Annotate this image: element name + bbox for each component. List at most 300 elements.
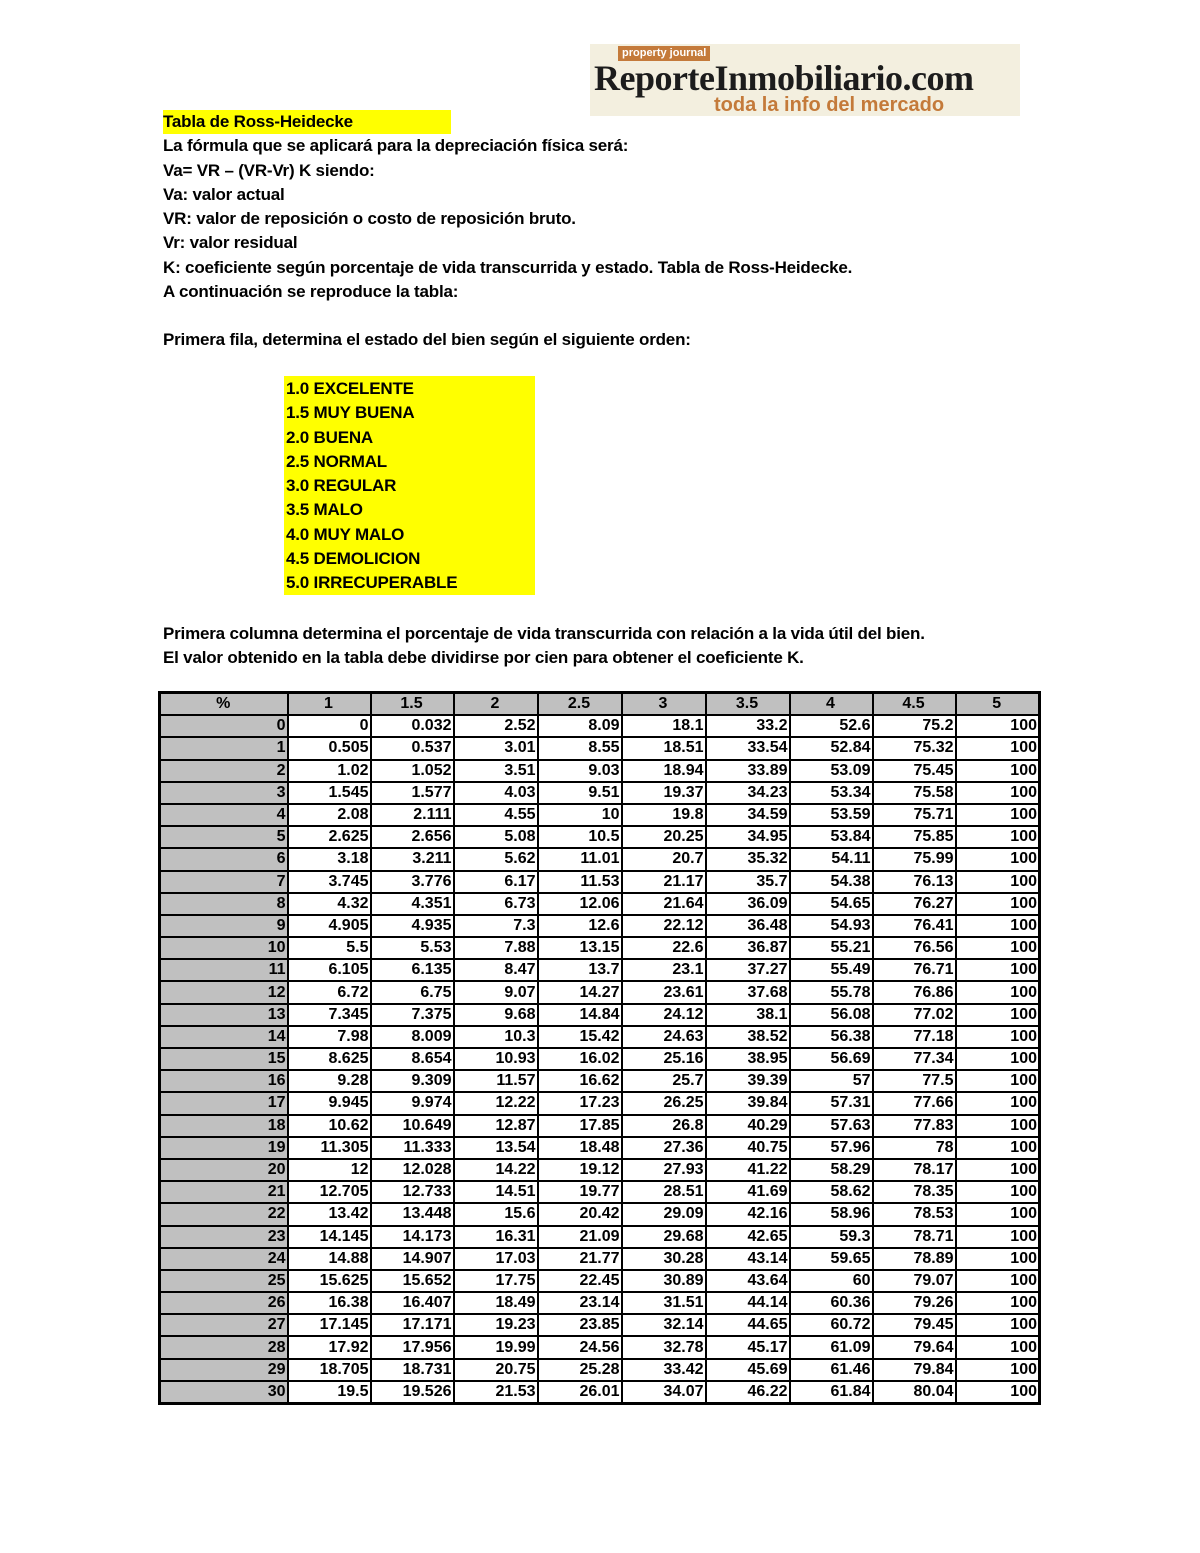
value-cell: 100 bbox=[956, 1070, 1040, 1092]
value-cell: 75.85 bbox=[873, 826, 956, 848]
value-cell: 79.26 bbox=[873, 1292, 956, 1314]
value-cell: 19.5 bbox=[288, 1381, 371, 1404]
value-cell: 18.1 bbox=[622, 715, 706, 737]
value-cell: 56.69 bbox=[790, 1048, 873, 1070]
value-cell: 57 bbox=[790, 1070, 873, 1092]
value-cell: 76.71 bbox=[873, 959, 956, 981]
value-cell: 100 bbox=[956, 1336, 1040, 1358]
value-cell: 100 bbox=[956, 848, 1040, 870]
value-cell: 33.2 bbox=[706, 715, 790, 737]
value-cell: 5.53 bbox=[371, 937, 454, 959]
value-cell: 59.3 bbox=[790, 1226, 873, 1248]
legend-item: 5.0 IRRECUPERABLE bbox=[286, 573, 458, 593]
logo-name: ReporteInmobiliario.com bbox=[594, 58, 974, 98]
value-cell: 13.448 bbox=[371, 1203, 454, 1225]
value-cell: 18.48 bbox=[538, 1137, 622, 1159]
value-cell: 15.6 bbox=[454, 1203, 538, 1225]
value-cell: 100 bbox=[956, 1004, 1040, 1026]
value-cell: 79.07 bbox=[873, 1270, 956, 1292]
intro-line: VR: valor de reposición o costo de reposición bruto. bbox=[163, 209, 576, 229]
value-cell: 21.09 bbox=[538, 1226, 622, 1248]
value-cell: 3.18 bbox=[288, 848, 371, 870]
value-cell: 16.31 bbox=[454, 1226, 538, 1248]
value-cell: 53.84 bbox=[790, 826, 873, 848]
table-row bbox=[160, 959, 1040, 981]
percent-cell: 24 bbox=[160, 1248, 288, 1270]
table-row bbox=[160, 1026, 1040, 1048]
value-cell: 33.89 bbox=[706, 760, 790, 782]
value-cell: 9.51 bbox=[538, 782, 622, 804]
percent-cell: 27 bbox=[160, 1314, 288, 1336]
value-cell: 39.84 bbox=[706, 1092, 790, 1114]
value-cell: 58.29 bbox=[790, 1159, 873, 1181]
value-cell: 28.51 bbox=[622, 1181, 706, 1203]
table-row bbox=[160, 715, 1040, 737]
value-cell: 13.54 bbox=[454, 1137, 538, 1159]
value-cell: 100 bbox=[956, 804, 1040, 826]
table-row bbox=[160, 1314, 1040, 1336]
value-cell: 7.88 bbox=[454, 937, 538, 959]
table-row bbox=[160, 1137, 1040, 1159]
value-cell: 9.07 bbox=[454, 981, 538, 1003]
percent-cell: 26 bbox=[160, 1292, 288, 1314]
value-cell: 9.03 bbox=[538, 760, 622, 782]
value-cell: 18.94 bbox=[622, 760, 706, 782]
value-cell: 20.7 bbox=[622, 848, 706, 870]
value-cell: 57.96 bbox=[790, 1137, 873, 1159]
value-cell: 5.62 bbox=[454, 848, 538, 870]
value-cell: 8.55 bbox=[538, 737, 622, 759]
table-row bbox=[160, 893, 1040, 915]
value-cell: 13.42 bbox=[288, 1203, 371, 1225]
value-cell: 43.14 bbox=[706, 1248, 790, 1270]
value-cell: 3.745 bbox=[288, 871, 371, 893]
value-cell: 9.68 bbox=[454, 1004, 538, 1026]
table-body bbox=[160, 715, 1040, 1403]
value-cell: 6.17 bbox=[454, 871, 538, 893]
value-cell: 7.98 bbox=[288, 1026, 371, 1048]
value-cell: 1.577 bbox=[371, 782, 454, 804]
percent-cell: 3 bbox=[160, 782, 288, 804]
value-cell: 75.99 bbox=[873, 848, 956, 870]
value-cell: 16.407 bbox=[371, 1292, 454, 1314]
value-cell: 54.38 bbox=[790, 871, 873, 893]
value-cell: 1.02 bbox=[288, 760, 371, 782]
value-cell: 78.89 bbox=[873, 1248, 956, 1270]
value-cell: 4.03 bbox=[454, 782, 538, 804]
value-cell: 2.111 bbox=[371, 804, 454, 826]
value-cell: 14.22 bbox=[454, 1159, 538, 1181]
intro-line: A continuación se reproduce la tabla: bbox=[163, 282, 459, 302]
value-cell: 100 bbox=[956, 959, 1040, 981]
value-cell: 14.145 bbox=[288, 1226, 371, 1248]
value-cell: 56.38 bbox=[790, 1026, 873, 1048]
value-cell: 25.16 bbox=[622, 1048, 706, 1070]
value-cell: 80.04 bbox=[873, 1381, 956, 1404]
value-cell: 8.625 bbox=[288, 1048, 371, 1070]
value-cell: 100 bbox=[956, 1359, 1040, 1381]
value-cell: 100 bbox=[956, 1203, 1040, 1225]
table-row bbox=[160, 1070, 1040, 1092]
note-line: El valor obtenido en la tabla debe dividirse por cien para obtener el coeficiente K. bbox=[163, 648, 804, 668]
value-cell: 10.3 bbox=[454, 1026, 538, 1048]
percent-cell: 16 bbox=[160, 1070, 288, 1092]
value-cell: 18.731 bbox=[371, 1359, 454, 1381]
value-cell: 25.7 bbox=[622, 1070, 706, 1092]
value-cell: 13.7 bbox=[538, 959, 622, 981]
value-cell: 14.907 bbox=[371, 1248, 454, 1270]
percent-cell: 13 bbox=[160, 1004, 288, 1026]
table-row bbox=[160, 1248, 1040, 1270]
value-cell: 100 bbox=[956, 1292, 1040, 1314]
value-cell: 75.32 bbox=[873, 737, 956, 759]
value-cell: 100 bbox=[956, 1048, 1040, 1070]
value-cell: 0.505 bbox=[288, 737, 371, 759]
value-cell: 45.17 bbox=[706, 1336, 790, 1358]
value-cell: 46.22 bbox=[706, 1381, 790, 1404]
legend-item: 1.0 EXCELENTE bbox=[286, 379, 414, 398]
value-cell: 19.8 bbox=[622, 804, 706, 826]
column-header: 1.5 bbox=[371, 693, 454, 716]
column-header: 5 bbox=[956, 693, 1040, 716]
intro-line: Va= VR – (VR-Vr) K siendo: bbox=[163, 160, 375, 180]
table-row bbox=[160, 1203, 1040, 1225]
value-cell: 23.85 bbox=[538, 1314, 622, 1336]
value-cell: 9.28 bbox=[288, 1070, 371, 1092]
value-cell: 53.59 bbox=[790, 804, 873, 826]
value-cell: 22.45 bbox=[538, 1270, 622, 1292]
value-cell: 1.545 bbox=[288, 782, 371, 804]
column-header: 4 bbox=[790, 693, 873, 716]
value-cell: 21.17 bbox=[622, 871, 706, 893]
value-cell: 75.2 bbox=[873, 715, 956, 737]
table-row bbox=[160, 981, 1040, 1003]
percent-cell: 12 bbox=[160, 981, 288, 1003]
value-cell: 19.526 bbox=[371, 1381, 454, 1404]
value-cell: 17.85 bbox=[538, 1115, 622, 1137]
value-cell: 10.649 bbox=[371, 1115, 454, 1137]
value-cell: 54.11 bbox=[790, 848, 873, 870]
percent-cell: 19 bbox=[160, 1137, 288, 1159]
value-cell: 4.351 bbox=[371, 893, 454, 915]
value-cell: 17.92 bbox=[288, 1336, 371, 1358]
value-cell: 2.08 bbox=[288, 804, 371, 826]
value-cell: 2.52 bbox=[454, 715, 538, 737]
table-row bbox=[160, 1270, 1040, 1292]
value-cell: 20.75 bbox=[454, 1359, 538, 1381]
value-cell: 24.63 bbox=[622, 1026, 706, 1048]
table-row bbox=[160, 937, 1040, 959]
value-cell: 5.08 bbox=[454, 826, 538, 848]
value-cell: 36.09 bbox=[706, 893, 790, 915]
value-cell: 75.58 bbox=[873, 782, 956, 804]
value-cell: 78.53 bbox=[873, 1203, 956, 1225]
percent-cell: 25 bbox=[160, 1270, 288, 1292]
value-cell: 6.135 bbox=[371, 959, 454, 981]
value-cell: 61.46 bbox=[790, 1359, 873, 1381]
value-cell: 6.73 bbox=[454, 893, 538, 915]
notes-section bbox=[163, 622, 1063, 671]
value-cell: 24.56 bbox=[538, 1336, 622, 1358]
value-cell: 32.14 bbox=[622, 1314, 706, 1336]
percent-cell: 6 bbox=[160, 848, 288, 870]
value-cell: 30.28 bbox=[622, 1248, 706, 1270]
value-cell: 4.55 bbox=[454, 804, 538, 826]
value-cell: 8.47 bbox=[454, 959, 538, 981]
legend-item: 1.5 MUY BUENA bbox=[286, 403, 415, 423]
value-cell: 17.23 bbox=[538, 1092, 622, 1114]
table-row bbox=[160, 871, 1040, 893]
value-cell: 54.65 bbox=[790, 893, 873, 915]
value-cell: 55.21 bbox=[790, 937, 873, 959]
value-cell: 100 bbox=[956, 871, 1040, 893]
table-row bbox=[160, 1336, 1040, 1358]
value-cell: 14.51 bbox=[454, 1181, 538, 1203]
value-cell: 12.22 bbox=[454, 1092, 538, 1114]
intro-section bbox=[163, 110, 1063, 353]
percent-cell: 4 bbox=[160, 804, 288, 826]
table-row bbox=[160, 1359, 1040, 1381]
value-cell: 6.105 bbox=[288, 959, 371, 981]
value-cell: 52.6 bbox=[790, 715, 873, 737]
value-cell: 32.78 bbox=[622, 1336, 706, 1358]
percent-cell: 17 bbox=[160, 1092, 288, 1114]
table-row bbox=[160, 1226, 1040, 1248]
percent-cell: 1 bbox=[160, 737, 288, 759]
value-cell: 44.65 bbox=[706, 1314, 790, 1336]
value-cell: 55.78 bbox=[790, 981, 873, 1003]
value-cell: 22.12 bbox=[622, 915, 706, 937]
percent-cell: 15 bbox=[160, 1048, 288, 1070]
value-cell: 42.16 bbox=[706, 1203, 790, 1225]
value-cell: 58.62 bbox=[790, 1181, 873, 1203]
percent-cell: 5 bbox=[160, 826, 288, 848]
value-cell: 34.23 bbox=[706, 782, 790, 804]
value-cell: 18.51 bbox=[622, 737, 706, 759]
value-cell: 9.974 bbox=[371, 1092, 454, 1114]
value-cell: 19.12 bbox=[538, 1159, 622, 1181]
value-cell: 100 bbox=[956, 1226, 1040, 1248]
value-cell: 21.77 bbox=[538, 1248, 622, 1270]
value-cell: 10.62 bbox=[288, 1115, 371, 1137]
value-cell: 6.75 bbox=[371, 981, 454, 1003]
value-cell: 0 bbox=[288, 715, 371, 737]
value-cell: 26.25 bbox=[622, 1092, 706, 1114]
value-cell: 55.49 bbox=[790, 959, 873, 981]
value-cell: 23.14 bbox=[538, 1292, 622, 1314]
value-cell: 16.38 bbox=[288, 1292, 371, 1314]
value-cell: 7.345 bbox=[288, 1004, 371, 1026]
legend-item: 3.5 MALO bbox=[286, 500, 363, 520]
value-cell: 13.15 bbox=[538, 937, 622, 959]
value-cell: 18.49 bbox=[454, 1292, 538, 1314]
value-cell: 45.69 bbox=[706, 1359, 790, 1381]
value-cell: 29.09 bbox=[622, 1203, 706, 1225]
value-cell: 77.66 bbox=[873, 1092, 956, 1114]
value-cell: 42.65 bbox=[706, 1226, 790, 1248]
percent-cell: 10 bbox=[160, 937, 288, 959]
value-cell: 100 bbox=[956, 1026, 1040, 1048]
ross-heidecke-table bbox=[158, 691, 1041, 1405]
value-cell: 21.53 bbox=[454, 1381, 538, 1404]
value-cell: 34.07 bbox=[622, 1381, 706, 1404]
table-row bbox=[160, 1092, 1040, 1114]
value-cell: 17.956 bbox=[371, 1336, 454, 1358]
column-header: 4.5 bbox=[873, 693, 956, 716]
value-cell: 34.59 bbox=[706, 804, 790, 826]
value-cell: 41.22 bbox=[706, 1159, 790, 1181]
value-cell: 19.23 bbox=[454, 1314, 538, 1336]
percent-cell: 9 bbox=[160, 915, 288, 937]
value-cell: 19.99 bbox=[454, 1336, 538, 1358]
value-cell: 17.145 bbox=[288, 1314, 371, 1336]
value-cell: 19.77 bbox=[538, 1181, 622, 1203]
value-cell: 3.211 bbox=[371, 848, 454, 870]
value-cell: 60 bbox=[790, 1270, 873, 1292]
column-header: 2.5 bbox=[538, 693, 622, 716]
value-cell: 16.02 bbox=[538, 1048, 622, 1070]
value-cell: 59.65 bbox=[790, 1248, 873, 1270]
value-cell: 77.5 bbox=[873, 1070, 956, 1092]
value-cell: 76.13 bbox=[873, 871, 956, 893]
value-cell: 20.42 bbox=[538, 1203, 622, 1225]
value-cell: 10.5 bbox=[538, 826, 622, 848]
table-row bbox=[160, 826, 1040, 848]
value-cell: 75.45 bbox=[873, 760, 956, 782]
value-cell: 100 bbox=[956, 1137, 1040, 1159]
value-cell: 12 bbox=[288, 1159, 371, 1181]
table-row bbox=[160, 737, 1040, 759]
value-cell: 15.42 bbox=[538, 1026, 622, 1048]
value-cell: 76.56 bbox=[873, 937, 956, 959]
value-cell: 31.51 bbox=[622, 1292, 706, 1314]
percent-cell: 18 bbox=[160, 1115, 288, 1137]
logo-tag: property journal bbox=[618, 46, 710, 61]
value-cell: 100 bbox=[956, 1270, 1040, 1292]
value-cell: 39.39 bbox=[706, 1070, 790, 1092]
value-cell: 14.84 bbox=[538, 1004, 622, 1026]
value-cell: 12.06 bbox=[538, 893, 622, 915]
value-cell: 100 bbox=[956, 760, 1040, 782]
value-cell: 79.45 bbox=[873, 1314, 956, 1336]
table-row bbox=[160, 1159, 1040, 1181]
value-cell: 60.36 bbox=[790, 1292, 873, 1314]
intro-line: K: coeficiente según porcentaje de vida transcurrida y estado. Tabla de Ross-Heidecke. bbox=[163, 257, 853, 277]
value-cell: 7.375 bbox=[371, 1004, 454, 1026]
value-cell: 76.27 bbox=[873, 893, 956, 915]
value-cell: 22.6 bbox=[622, 937, 706, 959]
table-row bbox=[160, 782, 1040, 804]
value-cell: 25.28 bbox=[538, 1359, 622, 1381]
legend-item: 4.5 DEMOLICION bbox=[286, 549, 421, 569]
column-header: % bbox=[160, 693, 288, 716]
value-cell: 35.7 bbox=[706, 871, 790, 893]
value-cell: 38.52 bbox=[706, 1026, 790, 1048]
value-cell: 53.09 bbox=[790, 760, 873, 782]
value-cell: 57.31 bbox=[790, 1092, 873, 1114]
value-cell: 60.72 bbox=[790, 1314, 873, 1336]
table-header-row bbox=[160, 693, 1040, 716]
value-cell: 0.537 bbox=[371, 737, 454, 759]
value-cell: 44.14 bbox=[706, 1292, 790, 1314]
value-cell: 100 bbox=[956, 1092, 1040, 1114]
page-title: Tabla de Ross-Heidecke bbox=[163, 110, 451, 134]
value-cell: 33.54 bbox=[706, 737, 790, 759]
table-row bbox=[160, 804, 1040, 826]
value-cell: 18.705 bbox=[288, 1359, 371, 1381]
value-cell: 76.86 bbox=[873, 981, 956, 1003]
legend-item: 2.5 NORMAL bbox=[286, 451, 387, 471]
value-cell: 61.09 bbox=[790, 1336, 873, 1358]
table-row bbox=[160, 1292, 1040, 1314]
value-cell: 12.87 bbox=[454, 1115, 538, 1137]
intro-line: Va: valor actual bbox=[163, 184, 285, 204]
value-cell: 30.89 bbox=[622, 1270, 706, 1292]
value-cell: 14.173 bbox=[371, 1226, 454, 1248]
first-row-note: Primera fila, determina el estado del bien según el siguiente orden: bbox=[163, 330, 691, 350]
value-cell: 8.654 bbox=[371, 1048, 454, 1070]
value-cell: 1.052 bbox=[371, 760, 454, 782]
value-cell: 4.935 bbox=[371, 915, 454, 937]
table-row bbox=[160, 848, 1040, 870]
value-cell: 36.48 bbox=[706, 915, 790, 937]
percent-cell: 28 bbox=[160, 1336, 288, 1358]
value-cell: 100 bbox=[956, 737, 1040, 759]
value-cell: 23.61 bbox=[622, 981, 706, 1003]
value-cell: 20.25 bbox=[622, 826, 706, 848]
percent-cell: 30 bbox=[160, 1381, 288, 1404]
value-cell: 43.64 bbox=[706, 1270, 790, 1292]
column-header: 3.5 bbox=[706, 693, 790, 716]
value-cell: 8.09 bbox=[538, 715, 622, 737]
value-cell: 7.3 bbox=[454, 915, 538, 937]
value-cell: 27.36 bbox=[622, 1137, 706, 1159]
value-cell: 41.69 bbox=[706, 1181, 790, 1203]
value-cell: 100 bbox=[956, 1181, 1040, 1203]
value-cell: 79.64 bbox=[873, 1336, 956, 1358]
value-cell: 2.625 bbox=[288, 826, 371, 848]
value-cell: 11.57 bbox=[454, 1070, 538, 1092]
percent-cell: 2 bbox=[160, 760, 288, 782]
condition-legend bbox=[284, 376, 535, 595]
value-cell: 100 bbox=[956, 826, 1040, 848]
value-cell: 14.88 bbox=[288, 1248, 371, 1270]
value-cell: 17.03 bbox=[454, 1248, 538, 1270]
value-cell: 100 bbox=[956, 893, 1040, 915]
value-cell: 15.652 bbox=[371, 1270, 454, 1292]
value-cell: 100 bbox=[956, 782, 1040, 804]
value-cell: 78.17 bbox=[873, 1159, 956, 1181]
value-cell: 54.93 bbox=[790, 915, 873, 937]
legend-item: 4.0 MUY MALO bbox=[286, 524, 405, 544]
table-row bbox=[160, 1115, 1040, 1137]
value-cell: 38.1 bbox=[706, 1004, 790, 1026]
value-cell: 79.84 bbox=[873, 1359, 956, 1381]
percent-cell: 20 bbox=[160, 1159, 288, 1181]
value-cell: 53.34 bbox=[790, 782, 873, 804]
value-cell: 23.1 bbox=[622, 959, 706, 981]
legend-item: 3.0 REGULAR bbox=[286, 476, 397, 496]
value-cell: 10 bbox=[538, 804, 622, 826]
value-cell: 11.53 bbox=[538, 871, 622, 893]
value-cell: 17.75 bbox=[454, 1270, 538, 1292]
table-row bbox=[160, 915, 1040, 937]
value-cell: 4.32 bbox=[288, 893, 371, 915]
value-cell: 12.028 bbox=[371, 1159, 454, 1181]
table-row bbox=[160, 1381, 1040, 1404]
value-cell: 33.42 bbox=[622, 1359, 706, 1381]
value-cell: 100 bbox=[956, 715, 1040, 737]
